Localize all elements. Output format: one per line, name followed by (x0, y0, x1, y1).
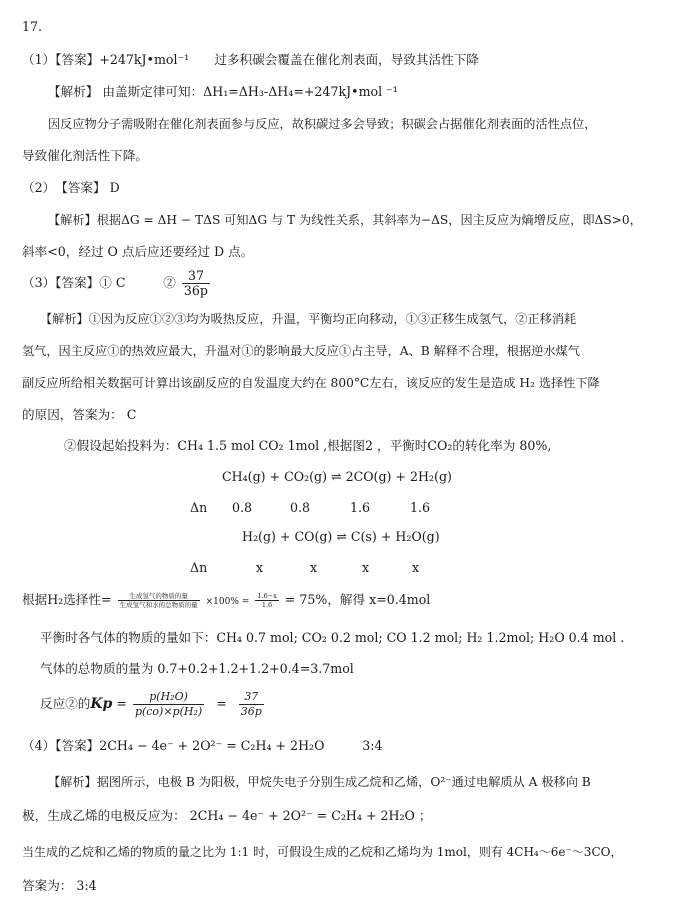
part2-answer: （2） 【答案】 D (22, 180, 120, 195)
delta-n-row-2 (190, 560, 420, 576)
selectivity-fraction-2 (255, 592, 278, 609)
part4-analysis-line4: 答案为： 3:4 (22, 878, 97, 893)
kp-label: 反应②的 (40, 696, 91, 711)
dn1-value: 1.6 (350, 500, 371, 515)
equals-sign: = (116, 696, 127, 711)
selectivity-label: 根据H₂选择性= (22, 592, 112, 607)
dn1-value: 1.6 (410, 500, 431, 515)
part3-analysis: 【解析】①因为反应①②③均为吸热反应，升温，平衡均正向移动，①③正移生成氢气，②正移消耗 (40, 312, 577, 326)
question-number: 17. (22, 19, 43, 34)
part1-analysis-line2: 因反应物分子需吸附在催化剂表面参与反应，故积碳过多会导致；积碳会占据催化剂表面的活性点位， (48, 117, 597, 131)
part3-answer-text: （3）【答案】① C ② (22, 275, 176, 290)
part2-analysis: 【解析】根据ΔG = ΔH − TΔS 可知ΔG 与 T 为线性关系，其斜率为−ΔS，因主反应为熵增反应，即ΔS>0， (48, 213, 642, 227)
reaction-1: CH₄(g) + CO₂(g) ⇌ 2CO(g) + 2H₂(g) (222, 469, 452, 484)
part3-analysis-line4: 的原因，答案为： C (22, 407, 137, 422)
dn2-value: x (412, 560, 420, 575)
part4-analysis-line3: 当生成的乙烷和乙烯的物质的量之比为 1:1 时，可假设生成的乙烷和乙烯均为 1mol，则有 4CH₄～6e⁻～3CO， (22, 845, 623, 859)
delta-n-label: Δn (190, 560, 208, 575)
kp-fraction (133, 690, 204, 719)
fraction-denominator: 1.6 (261, 601, 273, 609)
fraction-denominator: p(co)×p(H₂) (134, 705, 203, 718)
dn2-value: x (362, 560, 370, 575)
kp-equation (40, 686, 266, 722)
fraction-numerator: p(H₂O) (133, 690, 204, 705)
part4-analysis: 【解析】据图所示，电极 B 为阳极，甲烷失电子分别生成乙烷和乙烯，O²⁻通过电解质从 A 极移向 B (48, 775, 591, 789)
reaction-2: H₂(g) + CO(g) ⇌ C(s) + H₂O(g) (242, 529, 440, 544)
part1-answer: （1）【答案】+247kJ•mol⁻¹ 过多积碳会覆盖在催化剂表面，导致其活性下降 (22, 52, 479, 67)
part4-answer: （4）【答案】2CH₄ − 4e⁻ + 2O²⁻ = C₂H₄ + 2H₂O 3:4 (22, 738, 383, 753)
fraction-numerator: 37 (239, 690, 264, 705)
fraction-denominator: 生成氢气和水的总物质的量 (119, 601, 198, 609)
part4-analysis-line2: 极，生成乙烯的电极反应为： 2CH₄ − 4e⁻ + 2O²⁻ = C₂H₄ + 2H₂O ； (22, 808, 432, 823)
selectivity-fraction (118, 592, 200, 609)
part3-analysis-line2: 氢气，因主反应①的热效应最大，升温对①的影响最大反应①占主导，A、B 解释不合理，根据逆水煤气 (22, 344, 580, 358)
delta-n-label: Δn (190, 500, 208, 515)
fraction-denominator: 36p (183, 283, 208, 298)
kp-result-fraction (239, 690, 264, 719)
part3-answer (22, 268, 212, 298)
dn2-value: x (256, 560, 264, 575)
dn1-value: 0.8 (290, 500, 311, 515)
selectivity-mid: ×100% = (205, 597, 250, 607)
kp-symbol: Kp (90, 696, 113, 712)
equilibrium-amounts: 平衡时各气体的物质的量如下：CH₄ 0.7 mol; CO₂ 0.2 mol; CO 1.2 mol; H₂ 1.2mol; H₂O 0.4 mol . (40, 630, 625, 645)
dn2-value: x (310, 560, 318, 575)
part3-analysis-line3: 副反应所给相关数据可计算出该副反应的自发温度大约在 800°C左右，该反应的发生是造成 H₂ 选择性下降 (22, 376, 600, 390)
delta-n-row-1 (190, 500, 431, 516)
part1-analysis-line3: 导致催化剂活性下降。 (22, 148, 148, 163)
part2-analysis-line2: 斜率<0，经过 O 点后应还要经过 D 点。 (22, 244, 254, 259)
h2-selectivity-equation (22, 588, 430, 614)
part3-answer-fraction (182, 269, 210, 298)
fraction-numerator: 37 (182, 269, 210, 284)
fraction-numerator: 生成氢气的物质的量 (118, 592, 200, 601)
part3-assumption: ②假设起始投料为：CH₄ 1.5 mol CO₂ 1mol ,根据图2 ，平衡时CO₂的转化率为 80%, (64, 438, 552, 453)
dn1-value: 0.8 (232, 500, 253, 515)
fraction-numerator: 1.6−x (257, 592, 277, 600)
selectivity-result: = 75%，解得 x=0.4mol (284, 592, 431, 607)
part1-analysis: 【解析】 由盖斯定律可知：ΔH₁=ΔH₃-ΔH₄=+247kJ•mol ⁻¹ (48, 84, 398, 99)
fraction-denominator: 36p (240, 705, 262, 718)
equals-sign: = (216, 696, 227, 711)
total-amount: 气体的总物质的量为 0.7+0.2+1.2+1.2+0.4=3.7mol (40, 661, 354, 676)
